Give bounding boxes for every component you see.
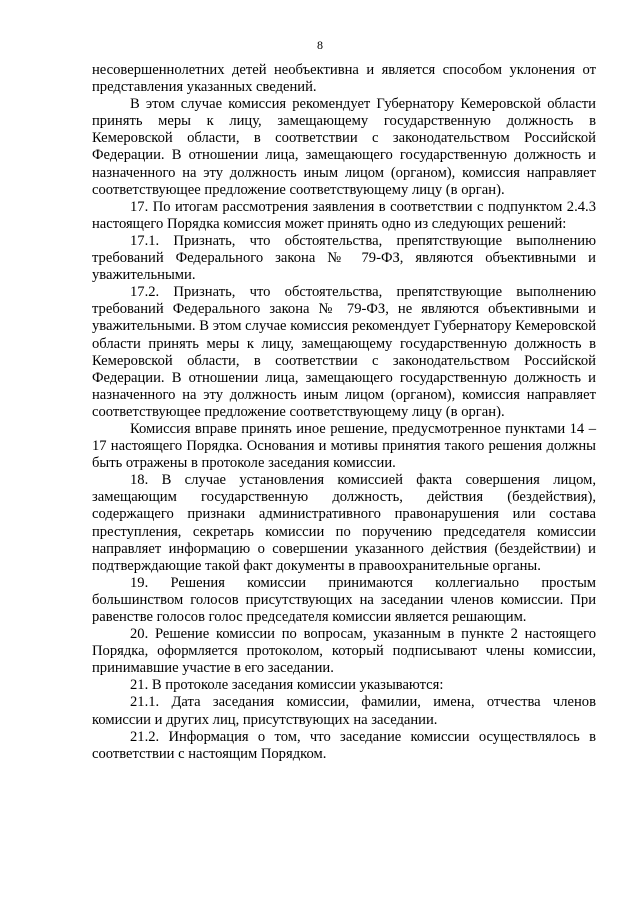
page-number: 8 xyxy=(317,38,323,52)
paragraph-other-decision: Комиссия вправе принять иное решение, предусмотренное пунктами 14 – 17 настоящего Порядка. Основания и мотивы принятия такого решения должны быть отражены в протоколе заседания комиссии. xyxy=(92,420,596,472)
paragraph-item-17: 17. По итогам рассмотрения заявления в соответствии с подпунктом 2.4.3 настоящего Порядка комиссия может принять одно из следующих решений: xyxy=(92,198,596,232)
paragraph-item-20: 20. Решение комиссии по вопросам, указанным в пункте 2 настоящего Порядка, оформляется протоколом, который подписывают члены комиссии, принимавшие участие в его заседании. xyxy=(92,626,596,677)
paragraph-continuation: несовершеннолетних детей необъективна и является способом уклонения от представления указанных сведений. xyxy=(92,62,596,96)
paragraph-item-21-2: 21.2. Информация о том, что заседание комиссии осуществлялось в соответствии с настоящим Порядком. xyxy=(92,728,596,762)
paragraph-item-17-1: 17.1. Признать, что обстоятельства, препятствующие выполнению требований Федерального закона № 79-ФЗ, являются объективными и уважительными. xyxy=(92,232,596,284)
paragraph-item-21-1: 21.1. Дата заседания комиссии, фамилии, имена, отчества членов комиссии и других лиц, присутствующих на заседании. xyxy=(92,694,596,728)
paragraph-item-21: 21. В протоколе заседания комиссии указываются: xyxy=(130,677,444,694)
paragraph-item-18: 18. В случае установления комиссией факта совершения лицом, замещающим государственную должность, действия (бездействия), содержащего признаки административного правонарушения или состава преступления, секретарь комиссии по поручению председателя комиссии направляет информацию о совершении указанного действия (бездействии) и подтверждающие такой факт документы в правоохранительные органы. xyxy=(92,472,596,574)
document-body xyxy=(92,62,596,763)
paragraph-item-17-2: 17.2. Признать, что обстоятельства, препятствующие выполнению требований Федерального закона № 79-ФЗ, не являются объективными и уважительными. В этом случае комиссия рекомендует Губернатору Кемеровской области принять меры к лицу, замещающему государственную должность в Кемеровской области, в соответствии с законодательством Российской Федерации. В отношении лица, замещающего государственную должность и назначенного на эту должность иным лицом (органом), комиссия направляет соответствующее предложение соответствующему лицу (в орган). xyxy=(92,284,596,420)
paragraph-recommendation: В этом случае комиссия рекомендует Губернатору Кемеровской области принять меры к лицу, замещающему государственную должность в Кемеровской области, в соответствии с законодательством Российской Федерации. В отношении лица, замещающего государственную должность и назначенного на эту должность иным лицом (органом), комиссия направляет соответствующее предложение соответствующему лицу (в орган). xyxy=(92,96,596,198)
paragraph-item-19: 19. Решения комиссии принимаются коллегиально простым большинством голосов присутствующих на заседании членов комиссии. При равенстве голосов голос председателя комиссии является решающим. xyxy=(92,574,596,625)
